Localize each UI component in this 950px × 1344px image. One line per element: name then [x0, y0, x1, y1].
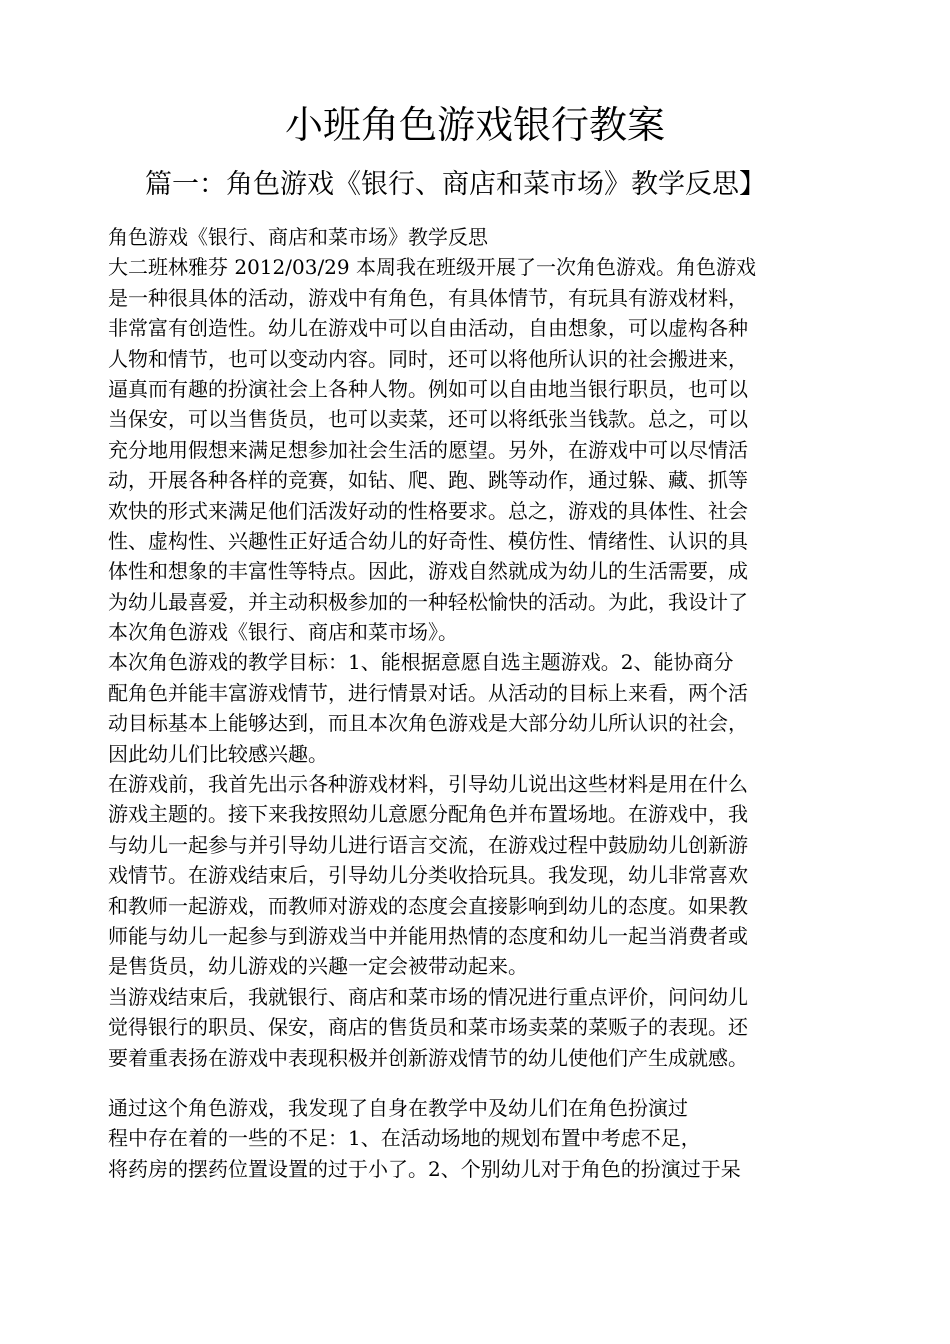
text-line: 师能与幼儿一起参与到游戏当中并能用热情的态度和幼儿一起当消费者或: [108, 923, 748, 948]
document-subtitle: 篇一：角色游戏《银行、商店和菜市场》教学反思】: [145, 169, 766, 200]
text-line: 通过这个角色游戏，我发现了自身在教学中及幼儿们在角色扮演过: [108, 1095, 688, 1120]
text-line: 大二班林雅芬 2012/03/29 本周我在班级开展了一次角色游戏。角色游戏: [108, 255, 756, 280]
paragraph-gap: [108, 1073, 868, 1093]
document-body: [108, 222, 868, 1184]
text-line: 逼真而有趣的扮演社会上各种人物。例如可以自由地当银行职员，也可以: [108, 376, 748, 401]
text-line: 和教师一起游戏，而教师对游戏的态度会直接影响到幼儿的态度。如果教: [108, 893, 748, 918]
text-line: 动，开展各种各样的竞赛，如钻、爬、跑、跳等动作，通过躲、藏、抓等: [108, 468, 748, 493]
text-line: 戏情节。在游戏结束后，引导幼儿分类收拾玩具。我发现，幼儿非常喜欢: [108, 863, 748, 888]
document-title: 小班角色游戏银行教案: [284, 103, 665, 147]
text-line: 要着重表扬在游戏中表现积极并创新游戏情节的幼儿使他们产生成就感。: [108, 1045, 748, 1070]
text-line: 角色游戏《银行、商店和菜市场》教学反思: [108, 225, 488, 249]
text-line: 当游戏结束后，我就银行、商店和菜市场的情况进行重点评价，问问幼儿: [108, 984, 748, 1009]
paragraph-block-1: [108, 222, 868, 1073]
text-line: 是售货员，幼儿游戏的兴趣一定会被带动起来。: [108, 954, 528, 979]
text-line: 程中存在着的一些的不足：1、在活动场地的规划布置中考虑不足，: [108, 1126, 701, 1151]
text-line: 本次角色游戏《银行、商店和菜市场》。: [108, 620, 458, 645]
paragraph-block-2: [108, 1093, 868, 1184]
text-line: 将药房的摆药位置设置的过于小了。2、个别幼儿对于角色的扮演过于呆: [108, 1156, 741, 1181]
text-line: 非常富有创造性。幼儿在游戏中可以自由活动，自由想象，可以虚构各种: [108, 316, 748, 341]
text-line: 因此幼儿们比较感兴趣。: [108, 741, 328, 766]
text-line: 配角色并能丰富游戏情节，进行情景对话。从活动的目标上来看，两个活: [108, 680, 748, 705]
text-line: 人物和情节，也可以变动内容。同时，还可以将他所认识的社会搬进来，: [108, 346, 748, 371]
text-line: 游戏主题的。接下来我按照幼儿意愿分配角色并布置场地。在游戏中，我: [108, 802, 748, 827]
text-line: 动目标基本上能够达到，而且本次角色游戏是大部分幼儿所认识的社会，: [108, 711, 748, 736]
text-line: 性、虚构性、兴趣性正好适合幼儿的好奇性、模仿性、情绪性、认识的具: [108, 528, 748, 553]
text-line: 充分地用假想来满足想参加社会生活的愿望。另外，在游戏中可以尽情活: [108, 437, 748, 462]
text-line: 在游戏前，我首先出示各种游戏材料，引导幼儿说出这些材料是用在什么: [108, 772, 748, 797]
text-line: 欢快的形式来满足他们活泼好动的性格要求。总之，游戏的具体性、社会: [108, 498, 748, 523]
text-line: 体性和想象的丰富性等特点。因此，游戏自然就成为幼儿的生活需要，成: [108, 559, 748, 584]
text-line: 是一种很具体的活动，游戏中有角色，有具体情节，有玩具有游戏材料，: [108, 285, 748, 310]
text-line: 与幼儿一起参与并引导幼儿进行语言交流，在游戏过程中鼓励幼儿创新游: [108, 832, 748, 857]
text-line: 本次角色游戏的教学目标：1、能根据意愿自选主题游戏。2、能协商分: [108, 650, 734, 675]
text-line: 当保安，可以当售货员，也可以卖菜，还可以将纸张当钱款。总之，可以: [108, 407, 748, 432]
text-line: 为幼儿最喜爱，并主动积极参加的一种轻松愉快的活动。为此，我设计了: [108, 589, 748, 614]
text-line: 觉得银行的职员、保安，商店的售货员和菜市场卖菜的菜贩子的表现。还: [108, 1015, 748, 1040]
